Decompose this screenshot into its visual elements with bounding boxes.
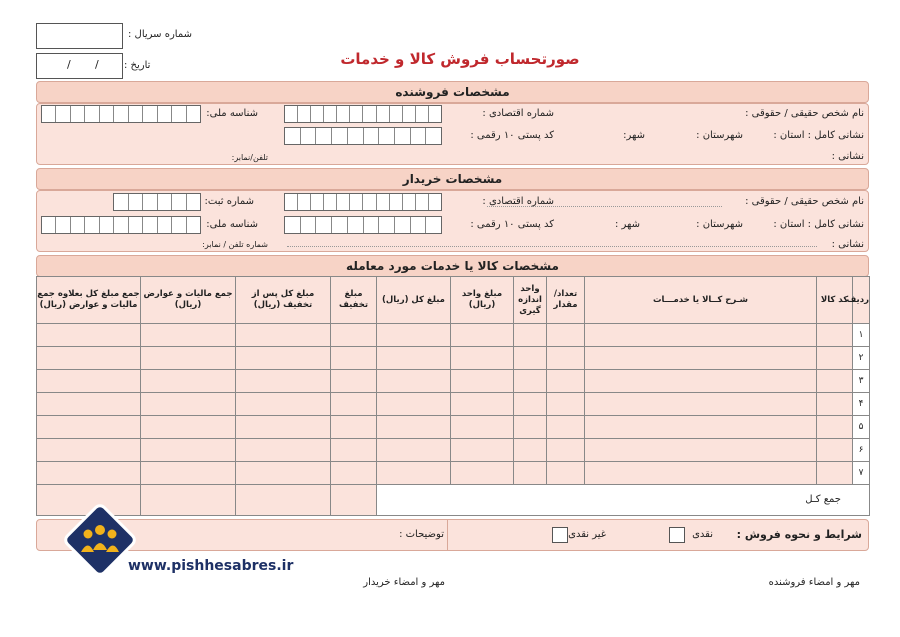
noncash-checkbox[interactable] — [552, 527, 568, 543]
goods-header-row — [37, 277, 870, 324]
table-row — [37, 393, 870, 416]
col-row-number: ردیف — [853, 277, 870, 324]
row-number: ۵ — [853, 416, 870, 439]
table-row — [37, 370, 870, 393]
seller-economic-label: شماره اقتصادی : — [482, 108, 554, 119]
col-total-price: مبلغ کل (ریال) — [377, 277, 451, 324]
cash-checkbox[interactable] — [669, 527, 685, 543]
terms-divider — [447, 520, 448, 550]
total-label: جمع کـل — [805, 494, 841, 505]
col-item-code: کد کالا — [817, 277, 853, 324]
buyer-economic-label: شماره اقتصادی : — [482, 196, 554, 207]
goods-section-header: مشخصات کالا یا خدمات مورد معامله — [36, 255, 869, 277]
seller-national-id-label: شناسه ملی: — [206, 108, 258, 119]
page-title: صورتحساب فروش کالا و خدمات — [340, 50, 580, 68]
seller-city-label: شهر: — [623, 130, 645, 141]
col-after-discount: مبلغ کل پس از تخفیف (ریال) — [236, 277, 331, 324]
buyer-reg-label: شماره ثبت: — [204, 196, 254, 207]
buyer-phone-label: شماره تلفن / نمابر: — [202, 240, 268, 249]
col-tax: جمع مالیات و عوارض (ریال) — [141, 277, 236, 324]
buyer-addr2-label: نشانی : — [831, 239, 864, 250]
buyer-address-label: نشانی کامل : استان : — [773, 219, 864, 230]
seller-economic-cells[interactable] — [284, 105, 442, 123]
buyer-national-id-cells[interactable] — [41, 216, 201, 234]
buyer-section-header: مشخصات خریدار — [36, 168, 869, 190]
goods-rows — [37, 324, 870, 516]
terms-label: شرایط و نحوه فروش : — [736, 528, 862, 541]
website-link[interactable]: www.pishhesabres.ir — [128, 558, 294, 574]
col-quantity: تعداد/ مقدار — [547, 277, 585, 324]
table-row — [37, 462, 870, 485]
date-label: تاریخ : — [124, 60, 151, 71]
row-number: ۱ — [853, 324, 870, 347]
seller-postal-cells[interactable] — [284, 127, 442, 145]
buyer-panel — [36, 190, 869, 252]
buyer-postal-cells[interactable] — [284, 216, 442, 234]
seller-panel — [36, 103, 869, 165]
seller-postal-label: کد پستی ۱۰ رقمی : — [470, 130, 554, 141]
seller-addr2-label: نشانی : — [831, 151, 864, 162]
serial-label: شماره سریال : — [128, 29, 192, 40]
seller-national-id-cells[interactable] — [41, 105, 201, 123]
serial-box[interactable] — [36, 23, 123, 49]
buyer-reg-cells[interactable] — [113, 193, 201, 211]
buyer-city-label: شهر : — [614, 219, 640, 230]
date-sep-1: / — [67, 58, 71, 71]
seller-name-label: نام شخص حقیقی / حقوقی : — [745, 108, 864, 119]
buyer-national-id-label: شناسه ملی: — [206, 219, 258, 230]
buyer-postal-label: کد پستی ۱۰ رقمی : — [470, 219, 554, 230]
goods-table — [36, 276, 870, 516]
notes-label: توضیحات : — [399, 529, 444, 540]
col-discount: مبلغ تخفیف — [331, 277, 377, 324]
col-unit-price: مبلغ واحد (ریال) — [451, 277, 514, 324]
seller-signature-label: مهر و امضاء فروشنده — [768, 577, 860, 588]
seller-address-label: نشانی کامل : استان : — [773, 130, 864, 141]
col-description: شـرح کــالا یا خدمـــات — [585, 277, 817, 324]
buyer-name-label: نام شخص حقیقی / حقوقی : — [745, 196, 864, 207]
total-row — [37, 485, 870, 516]
cash-label: نقدی — [692, 529, 713, 540]
date-box[interactable] — [36, 53, 123, 79]
buyer-county-label: شهرستان : — [696, 219, 743, 230]
buyer-signature-label: مهر و امضاء خریدار — [363, 577, 445, 588]
col-grand-total: جمع مبلغ کل بعلاوه جمع مالیات و عوارض (ریال) — [37, 277, 141, 324]
row-number: ۶ — [853, 439, 870, 462]
table-row — [37, 347, 870, 370]
row-number: ۳ — [853, 370, 870, 393]
terms-panel — [36, 519, 869, 551]
date-sep-2: / — [95, 58, 99, 71]
seller-phone-label: تلفن/نمابر: — [231, 153, 268, 162]
table-row — [37, 439, 870, 462]
seller-county-label: شهرستان : — [696, 130, 743, 141]
noncash-label: غیر نقدی — [568, 529, 606, 540]
row-number: ۲ — [853, 347, 870, 370]
seller-section-header: مشخصات فروشنده — [36, 81, 869, 103]
table-row — [37, 324, 870, 347]
row-number: ۴ — [853, 393, 870, 416]
table-row — [37, 416, 870, 439]
col-unit: واحد اندازه گیری — [514, 277, 547, 324]
row-number: ۷ — [853, 462, 870, 485]
buyer-economic-cells[interactable] — [284, 193, 442, 211]
